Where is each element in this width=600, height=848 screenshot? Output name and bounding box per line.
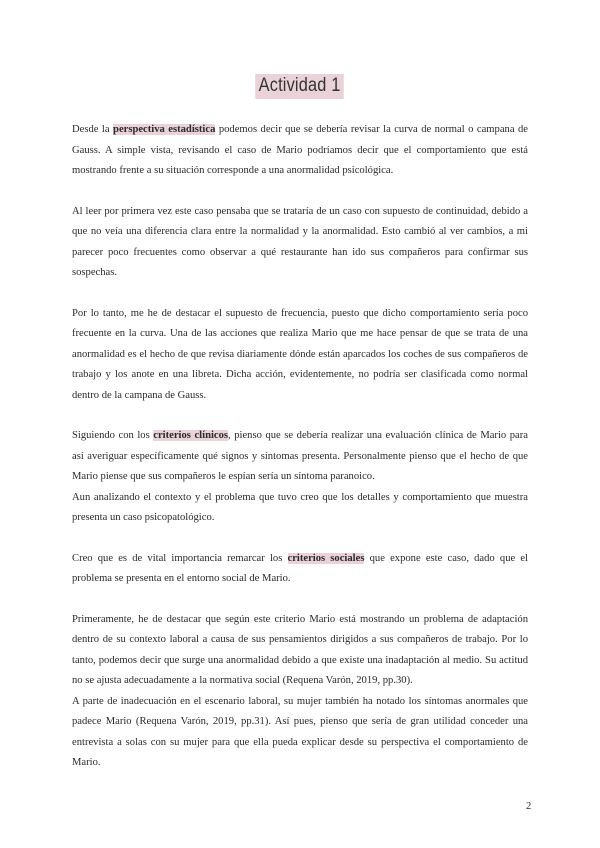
paragraph-text: que expone este caso, dado que el problema se presenta en el entorno social de Mario. xyxy=(72,552,529,584)
paragraph-wife: A parte de inadecuación en el escenario laboral, su mujer también ha notado los síntomas anormales que padece Mario (Requena Varón, 2019, pp.31). Así pues, pienso que sería de gran utilidad conceder una entrevista a solas con su mujer para que ella pueda explicar desde su perspectiva el comportamiento de Mario. xyxy=(72,695,528,768)
paragraph-clinical xyxy=(72,426,528,488)
highlight-criterios-clinicos: criterios clínicos xyxy=(153,430,229,441)
paragraph-continuity: Al leer por primera vez este caso pensaba que se trataría de un caso con supuesto de continuidad, debido a que no veía una diferencia clara entre la normalidad y la anormalidad. Esto cambió al ver cambios, a mi parecer poco frecuentes como observar a qué restaurante han ido sus compañeros para confirmar sus sospechas. xyxy=(72,205,528,278)
paragraph-social xyxy=(72,549,528,590)
document-body xyxy=(72,120,528,774)
paragraph-text: Desde la xyxy=(72,124,114,135)
paragraph-text: Creo que es de vital importancia remarcar los xyxy=(72,552,288,564)
highlight-criterios-sociales: criterios sociales xyxy=(287,552,365,564)
highlight-perspectiva-estadistica: perspectiva estadística xyxy=(113,124,216,135)
page-title: Actividad 1 xyxy=(256,74,345,99)
title-container xyxy=(0,74,600,99)
paragraph-text: Siguiendo con los xyxy=(72,430,154,441)
paragraph-statistical xyxy=(72,120,528,182)
paragraph-text: , pienso que se debería realizar una evaluación clínica de Mario para así averiguar específicamente qué signos y síntomas presenta. Personalmente pienso que el hecho de que Mario piense que sus compañeros le espían sería un síntoma paranoico. xyxy=(72,430,528,482)
page-number: 2 xyxy=(526,801,532,812)
paragraph-frequency: Por lo tanto, me he de destacar el supuesto de frecuencia, puesto que dicho comportamiento sería poco frecuente en la curva. Una de las acciones que realiza Mario que me hace pensar de que se trata de una anormalidad es el hecho de que revisa diariamente dónde están aparcados los coches de sus compañeros de trabajo y los anote en una libreta. Dicha acción, evidentemente, no podría ser clasificada como normal dentro de la campana de Gauss. xyxy=(72,307,528,401)
paragraph-context: Aun analizando el contexto y el problema que tuvo creo que los detalles y comportamiento que muestra presenta un caso psicopatológico. xyxy=(72,491,528,523)
paragraph-adaptation: Primeramente, he de destacar que según este criterio Mario está mostrando un problema de adaptación dentro de su contexto laboral a causa de sus pensamientos dirigidos a sus compañeros de trabajo. Por lo tanto, podemos decir que surge una anormalidad debido a que existe una inadaptación al medio. Su actitud no se ajusta adecuadamente a la normativa social (Requena Varón, 2019, pp.30). xyxy=(72,613,528,686)
paragraph-text: podemos decir que se debería revisar la curva de normal o campana de Gauss. A simple vista, revisando el caso de Mario podríamos decir que el comportamiento que está mostrando frente a su situación corresponde a una anormalidad psicológica. xyxy=(72,124,528,176)
